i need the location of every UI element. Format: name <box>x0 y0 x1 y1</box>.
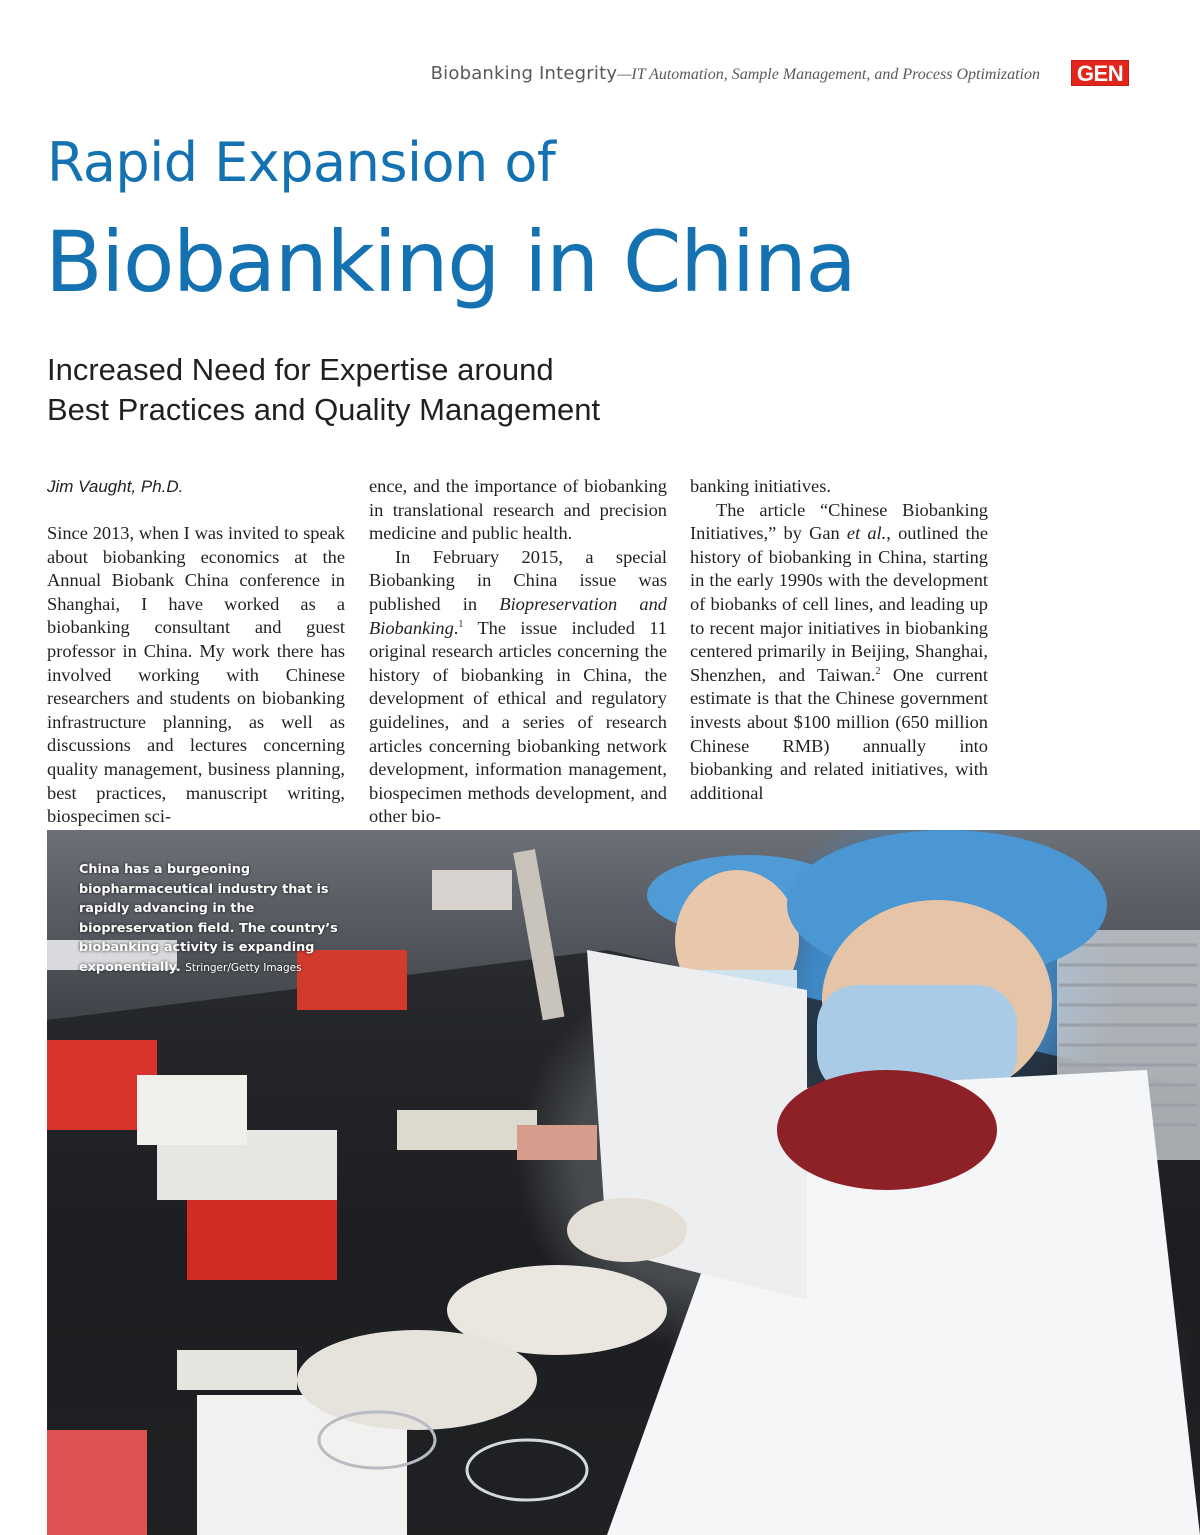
text-column-2 <box>369 475 667 829</box>
lab-photo <box>47 830 1200 1535</box>
text-column-1 <box>47 475 345 829</box>
paragraph: The article “Chinese Biobanking Initiatives,” by Gan et al., outlined the history of biobanking in China, starting in the early 1990s with the development of biobanks of cell lines, and leading up to recent major initiatives in biobanking centered primarily in Beijing, Shanghai, Shenzhen, and Taiwan.$^2$ One current estimate is that the Chinese government invests about $100 million (650 million Chinese RMB) annually into biobanking and related initiatives, with additional <box>690 499 988 803</box>
photo-caption <box>79 860 349 978</box>
journal-title: Biopreservation and Biobanking <box>369 593 668 638</box>
subtitle-line2: Best Practices and Quality Management <box>47 392 601 427</box>
caption-text: China has a burgeoning biopharmaceutical industry that is rapidly advancing in the biopreservation field. The country’s biobanking activity is expanding exponentially. <box>79 862 338 975</box>
subtitle-line1: Increased Need for Expertise around <box>47 352 554 387</box>
paragraph: ence, and the importance of biobanking in translational research and precision medicine and public health. <box>369 476 667 544</box>
section-name: Biobanking Integrity <box>430 63 618 84</box>
section-subtitle: —IT Automation, Sample Management, and Process Optimization <box>617 66 1040 83</box>
article-title-line2: Biobanking in China <box>45 213 856 311</box>
reference-marker: 2 <box>875 665 881 677</box>
author-byline: Jim Vaught, Ph.D. <box>47 477 184 496</box>
paragraph: Since 2013, when I was invited to speak about biobanking economics at the Annual Biobank China conference in Shanghai, I have worked as a biobanking consultant and guest professor in China. My work there has involved working with Chinese researchers and students on biobanking infrastructure planning, as well as discussions and lectures concerning quality management, business planning, best practices, manuscript writing, biospecimen sci- <box>47 523 345 827</box>
reference-marker: 1 <box>458 618 464 630</box>
running-head <box>431 63 1040 84</box>
text-column-3 <box>690 475 988 805</box>
photo-credit: Stringer/Getty Images <box>185 961 302 974</box>
paragraph: banking initiatives. <box>690 476 831 496</box>
article-title-line1: Rapid Expansion of <box>47 131 556 194</box>
gen-logo: GEN <box>1071 60 1129 86</box>
paragraph: In February 2015, a special Biobanking in China issue was published in Biopreservation and Biobanking.$^1$ The issue included 11 original research articles concerning the history of biobanking in China, the development of ethical and regulatory guidelines, and a series of research articles concerning biobanking network development, information management, biospecimen methods development, and other bio- <box>369 546 668 827</box>
article-subtitle <box>47 350 600 430</box>
running-header <box>0 60 1200 90</box>
